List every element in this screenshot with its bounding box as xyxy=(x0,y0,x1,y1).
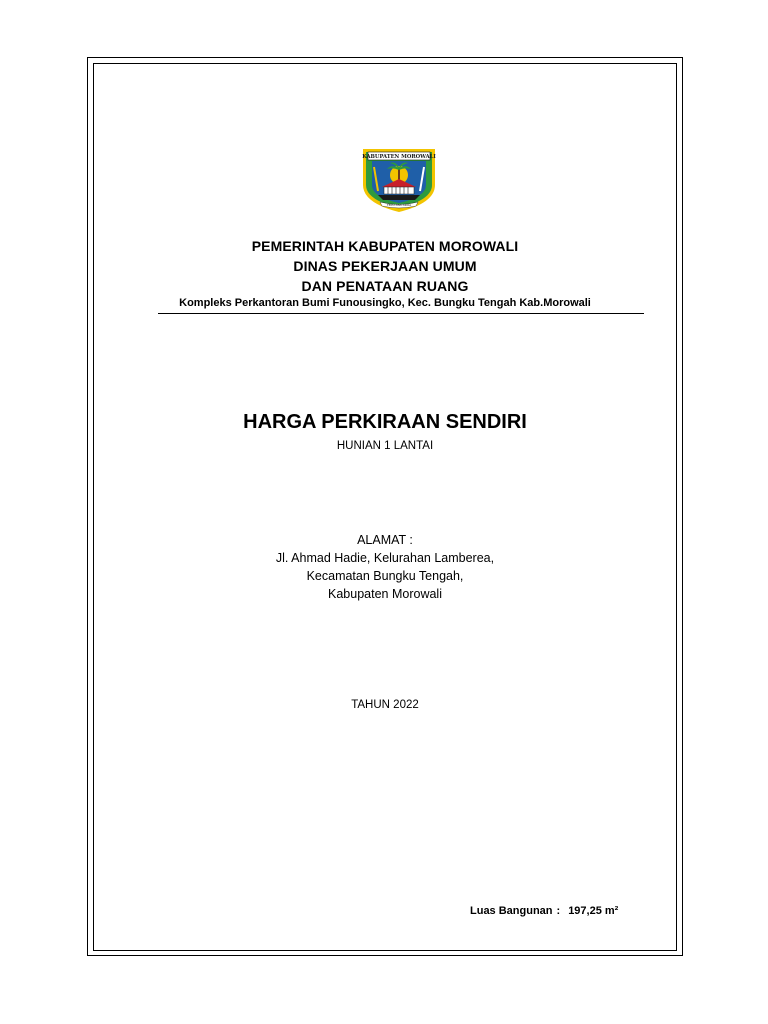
document-subtitle: HUNIAN 1 LANTAI xyxy=(336,440,434,452)
address-line-district: Kecamatan Bungku Tengah, xyxy=(306,569,464,583)
building-area-value: 197,25 m² xyxy=(568,905,619,917)
logo-ribbon-text: TEPO ASA AROA xyxy=(386,202,412,207)
address-label: ALAMAT : xyxy=(357,533,413,547)
morowali-emblem-logo xyxy=(360,147,438,213)
address-line-street: Jl. Ahmad Hadie, Kelurahan Lamberea, xyxy=(275,551,495,565)
building-area-label: Luas Bangunan xyxy=(470,905,553,917)
government-name: PEMERINTAH KABUPATEN MOROWALI xyxy=(251,238,519,254)
building-area xyxy=(470,905,618,917)
header-divider xyxy=(158,313,644,314)
document-year: TAHUN 2022 xyxy=(351,699,419,711)
logo-banner-text: KABUPATEN MOROWALI xyxy=(362,154,436,161)
document-title: HARGA PERKIRAAN SENDIRI xyxy=(243,411,527,433)
office-address: Kompleks Perkantoran Bumi Funousingko, Kec. Bungku Tengah Kab.Morowali xyxy=(179,297,591,309)
address-line-regency: Kabupaten Morowali xyxy=(328,587,442,601)
building-area-separator: : xyxy=(556,905,561,917)
department-name-line1: DINAS PEKERJAAN UMUM xyxy=(293,258,477,274)
department-name-line2: DAN PENATAAN RUANG xyxy=(301,278,469,294)
